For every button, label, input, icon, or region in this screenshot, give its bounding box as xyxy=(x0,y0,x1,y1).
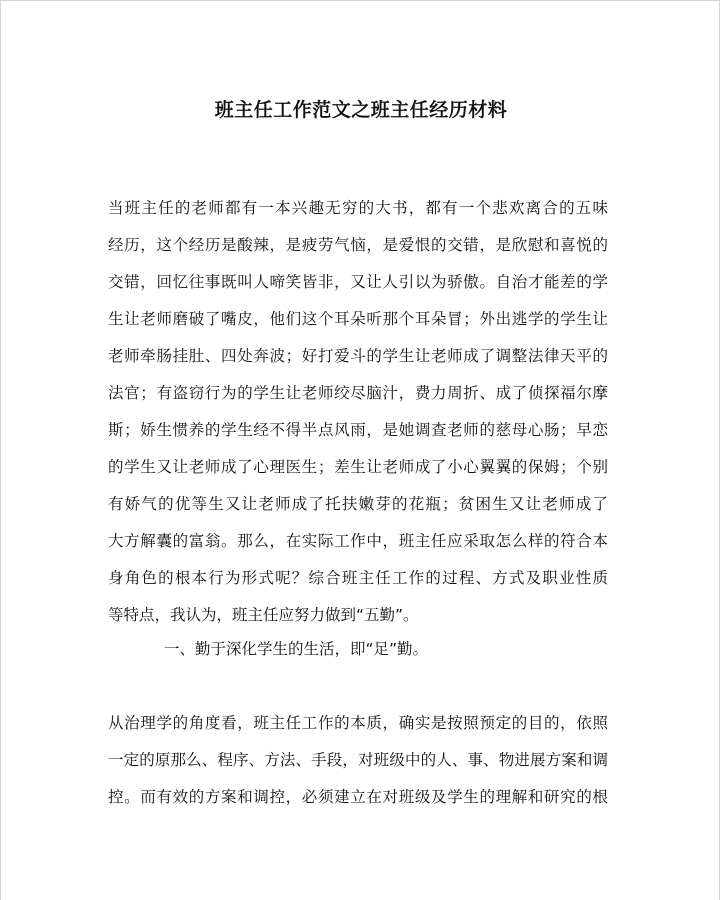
paragraph-line: 一定的原那么、程序、方法、手段，对班级中的人、事、物进展方案和调 xyxy=(108,751,608,769)
paragraph-line: 当班主任的老师都有一本兴趣无穷的大书，都有一个悲欢离合的五味 xyxy=(108,199,608,217)
paragraph-line: 的学生又让老师成了心理医生；差生让老师成了小心翼翼的保姆；个别 xyxy=(108,458,608,476)
paragraph-line: 老师牵肠挂肚、四处奔波；好打爱斗的学生让老师成了调整法律天平的 xyxy=(108,347,608,365)
section-heading: 一、勤于深化学生的生活，即“足”勤。 xyxy=(164,640,429,658)
paragraph-line: 经历，这个经历是酸辣，是疲劳气恼，是爱恨的交错，是欣慰和喜悦的 xyxy=(108,236,608,254)
paragraph-line: 大方解囊的富翁。那么，在实际工作中，班主任应采取怎么样的符合本 xyxy=(108,532,608,550)
document-title: 班主任工作范文之班主任经历材料 xyxy=(214,99,508,121)
paragraph-line: 身角色的根本行为形式呢？综合班主任工作的过程、方式及职业性质 xyxy=(108,569,608,587)
paragraph-line: 生让老师磨破了嘴皮，他们这个耳朵听那个耳朵冒；外出逃学的学生让 xyxy=(108,310,608,328)
paragraph-line: 控。而有效的方案和调控，必须建立在对班级及学生的理解和研究的根 xyxy=(108,788,608,806)
paragraph-line: 有娇气的优等生又让老师成了托扶嫩芽的花瓶；贫困生又让老师成了 xyxy=(108,495,608,513)
paragraph-line: 交错，回忆往事既叫人啼笑皆非，又让人引以为骄傲。自治才能差的学 xyxy=(108,273,608,291)
paragraph-line: 法官；有盗窃行为的学生让老师绞尽脑汁，费力周折、成了侦探福尔摩 xyxy=(108,384,608,402)
paragraph-line: 等特点，我认为，班主任应努力做到“五勤”。 xyxy=(108,606,419,624)
paragraph-line: 斯；娇生惯养的学生经不得半点风雨，是她调查老师的慈母心肠；早恋 xyxy=(108,421,608,439)
paragraph-line: 从治理学的角度看，班主任工作的本质，确实是按照预定的目的，依照 xyxy=(108,714,608,732)
